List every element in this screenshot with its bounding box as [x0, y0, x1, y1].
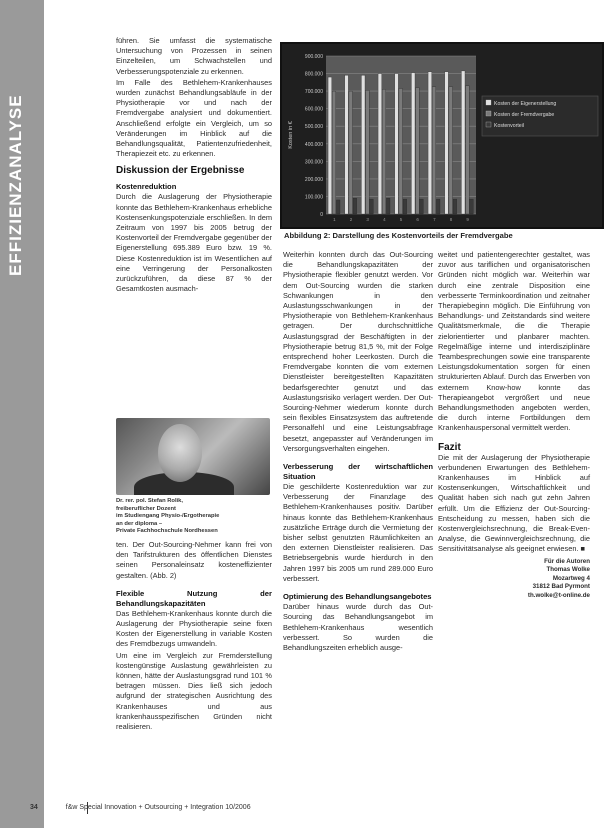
y-tick-label: 300.000 — [304, 159, 323, 166]
legend-swatch — [486, 122, 491, 127]
legend-swatch — [486, 100, 491, 105]
y-tick-label: 0 — [320, 212, 323, 218]
bar — [461, 71, 465, 214]
page-footer — [30, 804, 251, 811]
bar — [332, 91, 336, 214]
paragraph: ten. Der Out-Sourcing-Nehmer kann frei von den Tarifstrukturen des öffentlichen Dienstes seinen Personaleinsatz kosteneffizienter gestalten. (Abb. 2) — [116, 540, 272, 580]
y-tick-label: 600.000 — [304, 106, 323, 113]
photo-caption: Dr. rer. pol. Stefan Rolik, freiberuflicher Dozent im Studiengang Physio-/Ergotherapie an der diploma – Private Fachhochschule Nordhessen — [116, 498, 220, 535]
y-tick-label: 900.000 — [304, 54, 323, 60]
bar — [345, 75, 349, 214]
heading-opt: Optimierung des Behandlungsangebotes — [283, 592, 432, 602]
x-tick-label: 3 — [366, 217, 369, 222]
paragraph: Im Falle des Bethlehem-Krankenhauses wurden zunächst Behandlungsabläufe in der Physiotherapie vor und nach der Fremdvergabe analysiert und dokumentiert. Anschließend erfolgte ein Vergleich, um so Veränderungen im Hinblick auf die Behandlungsqualität, Patientenzufriedenheit, Therapiezeit etc. zu erkennen. — [116, 77, 272, 159]
bar — [449, 87, 453, 214]
x-tick-label: 5 — [399, 217, 403, 222]
bar — [403, 199, 407, 214]
bar — [382, 89, 386, 214]
column-2 — [283, 250, 433, 654]
paragraph: Um eine im Vergleich zur Fremderstellung kostengünstige Auslastung gewährleisten zu können, hätte der Auslastungsgrad rund 101 % betragen müssen. Dies ließ sich jedoch aufgrund der strategischen Ausrichtung des Krankenhauses und aus krankenhausspezifischen Gründen nicht realisieren. — [116, 650, 272, 732]
legend-entry: Kosten der Fremdvergabe — [494, 112, 555, 118]
heading-flex: Flexible Nutzung der Behandlungskapazitäten — [116, 588, 272, 608]
paragraph: Die mit der Auslagerung der Physiotherapie verbundenen Erwartungen des Bethlehem-Krankenhauses im Hinblick auf Kostensenkungen, Wirtschaftlichkeit und Qualität haben sich nach gut zehn Jahren erfüllt. Um die Effizienz der Out-Sourcing-Entscheidung zu messen, haben sich die Kostenvergleichsrechnung, die Break-Even-Analyse, die Gewinnvergleichsrechnung, die Sensitivitätsanalyse als geeignet erwiesen. ■ — [438, 452, 590, 554]
x-tick-label: 4 — [383, 217, 386, 222]
cost-chart — [280, 42, 604, 229]
paragraph: weitet und patientengerechter gestaltet, was zuvor aus tariflichen und organisatorischen Gründen nicht möglich war. Weiterhin war durch eine zentrale Disposition eine verbesserte Terminkoordination und zeitnaher Therapiebeginn möglich. Die Einführung von Behandlungs- und Zeitstandards sind weitere Qualitätsmerkmale, die die Therapie zielorientierter und planbarer machten. Regelmäßige interne und interdisziplinäre Teambesprechungen sowie eine transparente Leistungsdokumentation sorgen für einen strukturierten Ablauf. Durch das Erwerben von externem Know-how konnte das Therapieangebot vergrößert und neue Behandlungsmethoden angeboten werden, die durch interne Fortbildungen dem Krankenhauspersonal vermittelt werden. — [438, 250, 590, 433]
heading-cost: Kostenreduktion — [116, 182, 177, 192]
legend-entry: Kostenvorteil — [494, 123, 524, 129]
bar — [370, 199, 374, 214]
bar — [399, 88, 403, 214]
page-number: 34 — [30, 804, 38, 811]
y-tick-label: 800.000 — [304, 71, 323, 78]
bar — [466, 86, 470, 214]
x-tick-label: 1 — [333, 217, 336, 222]
bar — [432, 87, 436, 214]
column-3 — [438, 250, 590, 601]
heading-fazit: Fazit — [438, 441, 461, 453]
bar — [361, 75, 365, 214]
chart-svg — [282, 44, 602, 227]
x-tick-label: 2 — [349, 217, 353, 222]
heading-econ: Verbesserung der wirtschaftlichen Situation — [283, 462, 433, 482]
bar — [470, 199, 474, 214]
y-tick-label: 500.000 — [304, 124, 323, 131]
bar — [416, 88, 420, 214]
x-tick-label: 6 — [416, 217, 419, 222]
paragraph: Darüber hinaus wurde durch das Out-Sourcing das Behandlungsangebot im Bethlehem-Krankenhaus wesentlich verbessert. So wurden die Behandlungszeiten erheblich ausge- — [283, 602, 433, 652]
bar — [428, 72, 432, 214]
figure-caption: Abbildung 2: Darstellung des Kostenvorteils der Fremdvergabe — [284, 231, 513, 240]
footer-text: f&w Special Innovation + Outsourcing + Integration 10/2006 — [65, 804, 251, 811]
heading-discussion: Diskussion der Ergebnisse — [116, 165, 245, 177]
bar — [378, 74, 382, 214]
bar — [336, 200, 340, 214]
bar — [353, 198, 357, 214]
x-tick-label: 8 — [449, 217, 453, 222]
bar — [411, 73, 415, 214]
paragraph: Weiterhin konnten durch das Out-Sourcing die Behandlungskapazitäten der Physiotherapie flexibler genutzt werden. Vor dem Out-Sourcing wurden die starken Schwankungen in den Auslastungsschwankungen in der Physiotherapie von Bethlehem-Krankenhaus getragen. Der durchschnittliche Auslastungsgrad der Beschäftigten in der Physiotherapie betrug 81,5 %, mit der Folge entsprechend hoher Leerkosten. Durch die Fremdvergabe konnten die vom externen Dienstleister bereitgestellten Kapazitäten bedarfsgerechter genutzt und das Auslastungsrisiko verlagert werden. Der Out-Sourcing-Nehmer wiederum konnte durch sein flexibles Einsatzsystem das auftretende Personalfehl und eine Leistungsabfrage besetzt, angepasster auf Veränderungen im Versorgungsverhalten eingehen. — [283, 250, 433, 453]
bar — [386, 198, 390, 214]
paragraph: führen. Sie umfasst die systematische Untersuchung von Prozessen in seinen Einzelteilen, um Schwachstellen und Verbesserungspotenziale zu erkennen. — [116, 36, 272, 76]
paragraph: Durch die Auslagerung der Physiotherapie konnte das Bethlehem-Krankenhaus erhebliche Kostensenkungspotenziale erschließen. In dem Zeitraum von 1997 bis 2005 betrug der Kostenvorteil der Fremdvergabe gegenüber der Eigenerstellung 695.389 Euro bzw. 19 %. Diese Kostenreduktion ist im Wesentlichen auf eine Verringerung der Personalkosten zurückzuführen, da diese 87 % der Gesamtkosten ausmach- — [116, 192, 272, 294]
bar — [453, 199, 457, 214]
y-tick-label: 700.000 — [304, 89, 323, 96]
bar — [436, 199, 440, 214]
x-tick-label: 9 — [466, 217, 469, 222]
author-photo — [116, 418, 270, 495]
column-1-bottom — [116, 540, 272, 733]
y-tick-label: 100.000 — [304, 194, 323, 201]
bar — [445, 72, 449, 214]
bar — [395, 74, 399, 214]
side-band — [0, 0, 44, 828]
paragraph: Die geschilderte Kostenreduktion war zur Verbesserung der Finanzlage des Bethlehem-Krankenhauses positiv. Darüber hinaus konnte das Bethlehem-Krankenhaus zusätzliche Erträge durch die Vermietung der bisher selbst genutzten Räumlichkeiten an den externen Dienstleister realisieren. Das Betriebsergebnis wurde hierdurch in den Jahren 1997 bis 2005 um rund 289.000 Euro verbessert. — [283, 482, 433, 583]
paragraph: Das Bethlehem-Krankenhaus konnte durch die Auslagerung der Physiotherapie seine fixen Kosten der Eigenerstellung in variable Kosten des Fremdbezugs umwandeln. — [116, 608, 272, 649]
section-title: EFFIZIENZANALYSE — [6, 94, 25, 276]
bar — [366, 90, 370, 214]
column-1-top — [116, 36, 272, 295]
y-axis-label: Kosten in € — [288, 121, 294, 149]
author-signature: Für die Autoren Thomas Wolke Mozartweg 4 31812 Bad Pyrmont th.wolke@t-online.de — [527, 557, 590, 600]
x-tick-label: 7 — [433, 217, 436, 222]
legend-entry: Kosten der Eigenerstellung — [494, 101, 557, 107]
bar — [420, 199, 424, 214]
bar — [349, 91, 353, 214]
legend-swatch — [486, 111, 491, 116]
y-tick-label: 400.000 — [304, 141, 323, 148]
bar — [328, 77, 332, 214]
y-tick-label: 200.000 — [304, 176, 323, 183]
